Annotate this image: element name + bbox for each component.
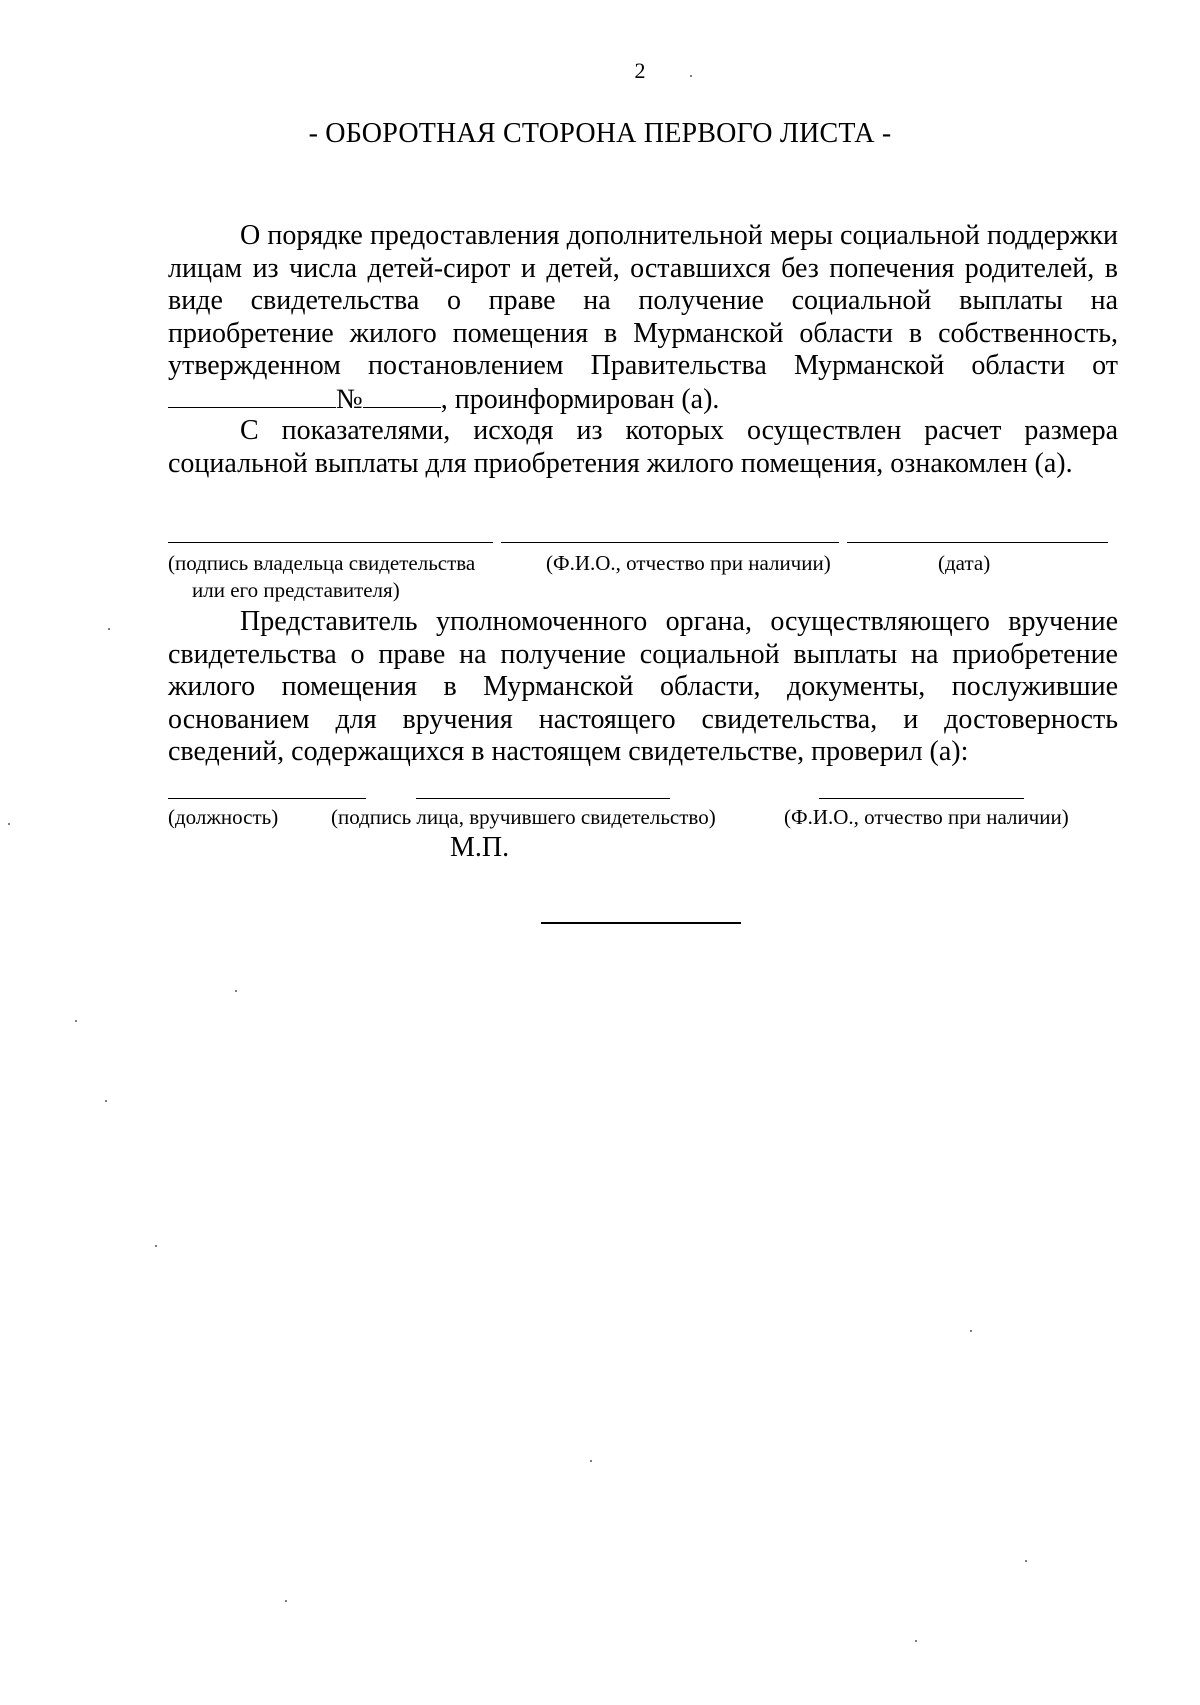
signature-line-representative: [416, 798, 670, 799]
scan-speck: [75, 1020, 77, 1022]
stamp-place: М.П.: [450, 832, 510, 863]
signature-line-representative-name: [819, 798, 1024, 799]
scan-speck: [285, 1600, 287, 1602]
signature-line-position: [168, 798, 366, 799]
scan-speck: [1025, 1560, 1027, 1562]
paragraph-representative: Представитель уполномоченного органа, осуществляющего вручение свидетельства о праве на получение социальной выплаты на приобретение жилого помещения в Мурманской области, документы, послужившие основанием для вручения настоящего свидетельства, и достоверность сведений, содержащихся в настоящем свидетельстве, проверил (а):: [168, 606, 1118, 767]
informed-suffix: , проинформирован (а).: [440, 383, 720, 415]
caption-owner-signature: (подпись владельца свидетельства: [168, 551, 476, 575]
signature-line-date: [847, 542, 1108, 543]
page-number: 2: [634, 58, 646, 83]
number-blank: [363, 383, 441, 408]
end-rule: [541, 922, 741, 924]
scan-speck: [155, 1245, 157, 1247]
paragraph-notification-text: О порядке предоставления дополнительной меры социальной поддержки лицам из числа детей-сирот и детей, оставшихся без попечения родителей, в виде свидетельства о праве на получение социальной выплаты на приобретение жилого помещения в Мурманской области в собственность, утвержденном постановлением Правительства Мурманской области: [168, 220, 1118, 381]
paragraph-acknowledgement: С показателями, исходя из которых осуществлен расчет размера социальной выплаты для приобретения жилого помещения, ознакомлен (а).: [168, 415, 1118, 479]
scan-speck: [970, 1330, 972, 1332]
scan-speck: [105, 1100, 107, 1102]
date-prefix: от: [1092, 350, 1118, 381]
scan-speck: [590, 1460, 592, 1462]
caption-date: (дата): [938, 551, 991, 575]
caption-owner-name: (Ф.И.О., отчество при наличии): [546, 551, 831, 575]
scan-speck: [8, 823, 10, 825]
scan-speck: [235, 990, 237, 992]
page-title: - ОБОРОТНАЯ СТОРОНА ПЕРВОГО ЛИСТА -: [308, 118, 892, 149]
caption-position: (должность): [168, 805, 279, 829]
caption-owner-signature-line2: или его представителя): [192, 578, 400, 602]
signature-line-name: [501, 542, 839, 543]
scan-speck: [690, 75, 692, 77]
scan-speck: [915, 1640, 917, 1642]
paragraph-notification: [168, 220, 1118, 416]
date-blank: [168, 383, 336, 408]
number-sign: №: [336, 383, 363, 415]
caption-representative-signature: (подпись лица, вручившего свидетельство): [331, 805, 716, 829]
caption-representative-name: (Ф.И.О., отчество при наличии): [784, 805, 1069, 829]
scan-speck: [108, 628, 110, 630]
signature-line-owner: [168, 542, 493, 543]
